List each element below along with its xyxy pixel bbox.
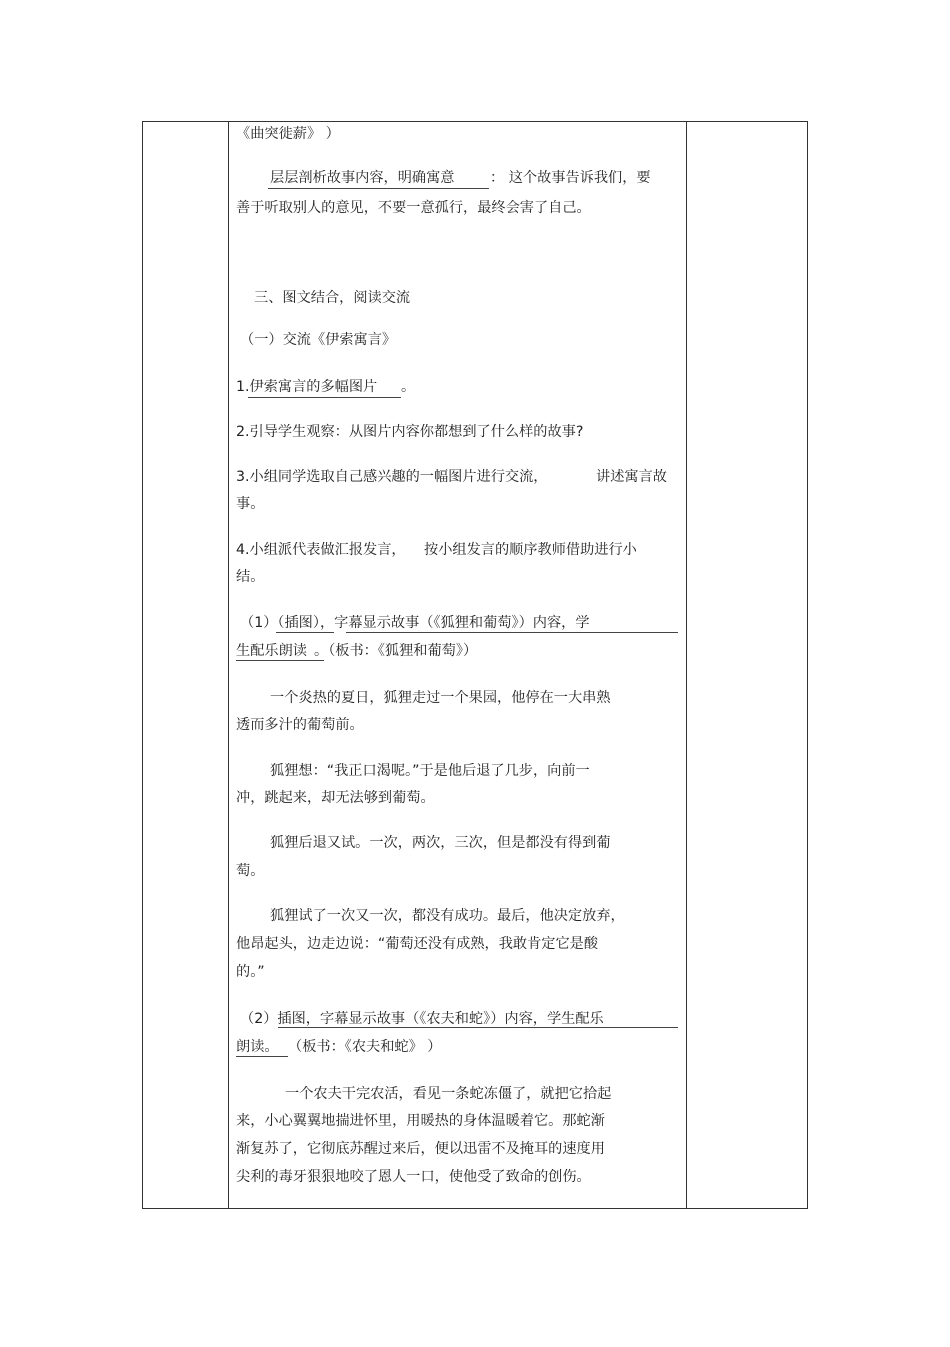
story-line: 透而多汁的葡萄前。 bbox=[236, 717, 364, 733]
underline bbox=[346, 632, 678, 633]
text-line: 《曲突徙薪》 ） bbox=[236, 126, 340, 142]
underline bbox=[276, 632, 334, 633]
story-line: 他昂起头，边走边说：“葡萄还没有成熟，我敢肯定它是酸 bbox=[236, 936, 599, 952]
text-line: 3.小组同学选取自己感兴趣的一幅图片进行交流， bbox=[236, 469, 548, 485]
underlined-phrase: 1.伊索寓言的多幅图片 bbox=[236, 379, 378, 395]
story-line: 狐狸试了一次又一次，都没有成功。最后，他决定放弃， bbox=[270, 908, 625, 924]
text-line: 结。 bbox=[236, 569, 265, 585]
text-line: 2.引导学生观察：从图片内容你都想到了什么样的故事? bbox=[236, 424, 584, 440]
story-line: 一个农夫干完农活，看见一条蛇冻僵了，就把它拾起 bbox=[285, 1086, 612, 1102]
story-line: 萄。 bbox=[236, 863, 265, 879]
text-line: 善于听取别人的意见，不要一意孤行，最终会害了自己。 bbox=[236, 200, 591, 216]
text-line: 4.小组派代表做汇报发言， bbox=[236, 542, 406, 558]
text-line: 讲述寓言故 bbox=[596, 469, 667, 485]
story-line: 狐狸后退又试。一次，两次，三次，但是都没有得到葡 bbox=[270, 835, 611, 851]
story-line: 来，小心翼翼地揣进怀里，用暖热的身体温暖着它。那蛇渐 bbox=[236, 1113, 605, 1129]
story-line: 尖利的毒牙狠狠地咬了恩人一口，使他受了致命的创伤。 bbox=[236, 1169, 591, 1185]
section-heading: 三、图文结合，阅读交流 bbox=[254, 290, 411, 306]
story-line: 的。” bbox=[236, 964, 265, 980]
story-line: 一个炎热的夏日，狐狸走过一个果园，他停在一大串熟 bbox=[270, 690, 611, 706]
subsection-heading: （一）交流《伊索寓言》 bbox=[240, 332, 397, 348]
story-line: 冲，跳起来，却无法够到葡萄。 bbox=[236, 790, 435, 806]
column-divider-right bbox=[686, 121, 687, 1209]
story-line: 渐复苏了，它彻底苏醒过来后，便以迅雷不及掩耳的速度用 bbox=[236, 1141, 605, 1157]
text-line: （板书：《农夫和蛇》 ） bbox=[288, 1039, 442, 1055]
text-line: 事。 bbox=[236, 496, 265, 512]
underlined-phrase: 生配乐朗读 bbox=[236, 643, 307, 659]
text-line: 按小组发言的顺序教师借助进行小 bbox=[424, 542, 637, 558]
underline bbox=[236, 1056, 288, 1057]
text-line: 。 bbox=[401, 379, 416, 395]
text-line: 。（板书：《狐狸和葡萄》） bbox=[314, 643, 478, 659]
text-line: （1）（插图），字幕显示故事（《狐狸和葡萄》）内容，学 bbox=[240, 615, 590, 631]
underline bbox=[268, 188, 489, 189]
underline bbox=[236, 660, 324, 661]
underlined-phrase: 朗读。 bbox=[236, 1039, 279, 1055]
text-line: （2）插图，字幕显示故事（《农夫和蛇》）内容，学生配乐 bbox=[240, 1011, 604, 1027]
underlined-phrase: 层层剖析故事内容，明确寓意 bbox=[270, 170, 455, 186]
story-line: 狐狸想：“我正口渴呢。”于是他后退了几步，向前一 bbox=[270, 763, 590, 779]
column-divider-left bbox=[228, 121, 229, 1209]
underline bbox=[248, 397, 401, 398]
underline bbox=[278, 1027, 678, 1028]
text-line: ： 这个故事告诉我们，要 bbox=[490, 170, 651, 186]
